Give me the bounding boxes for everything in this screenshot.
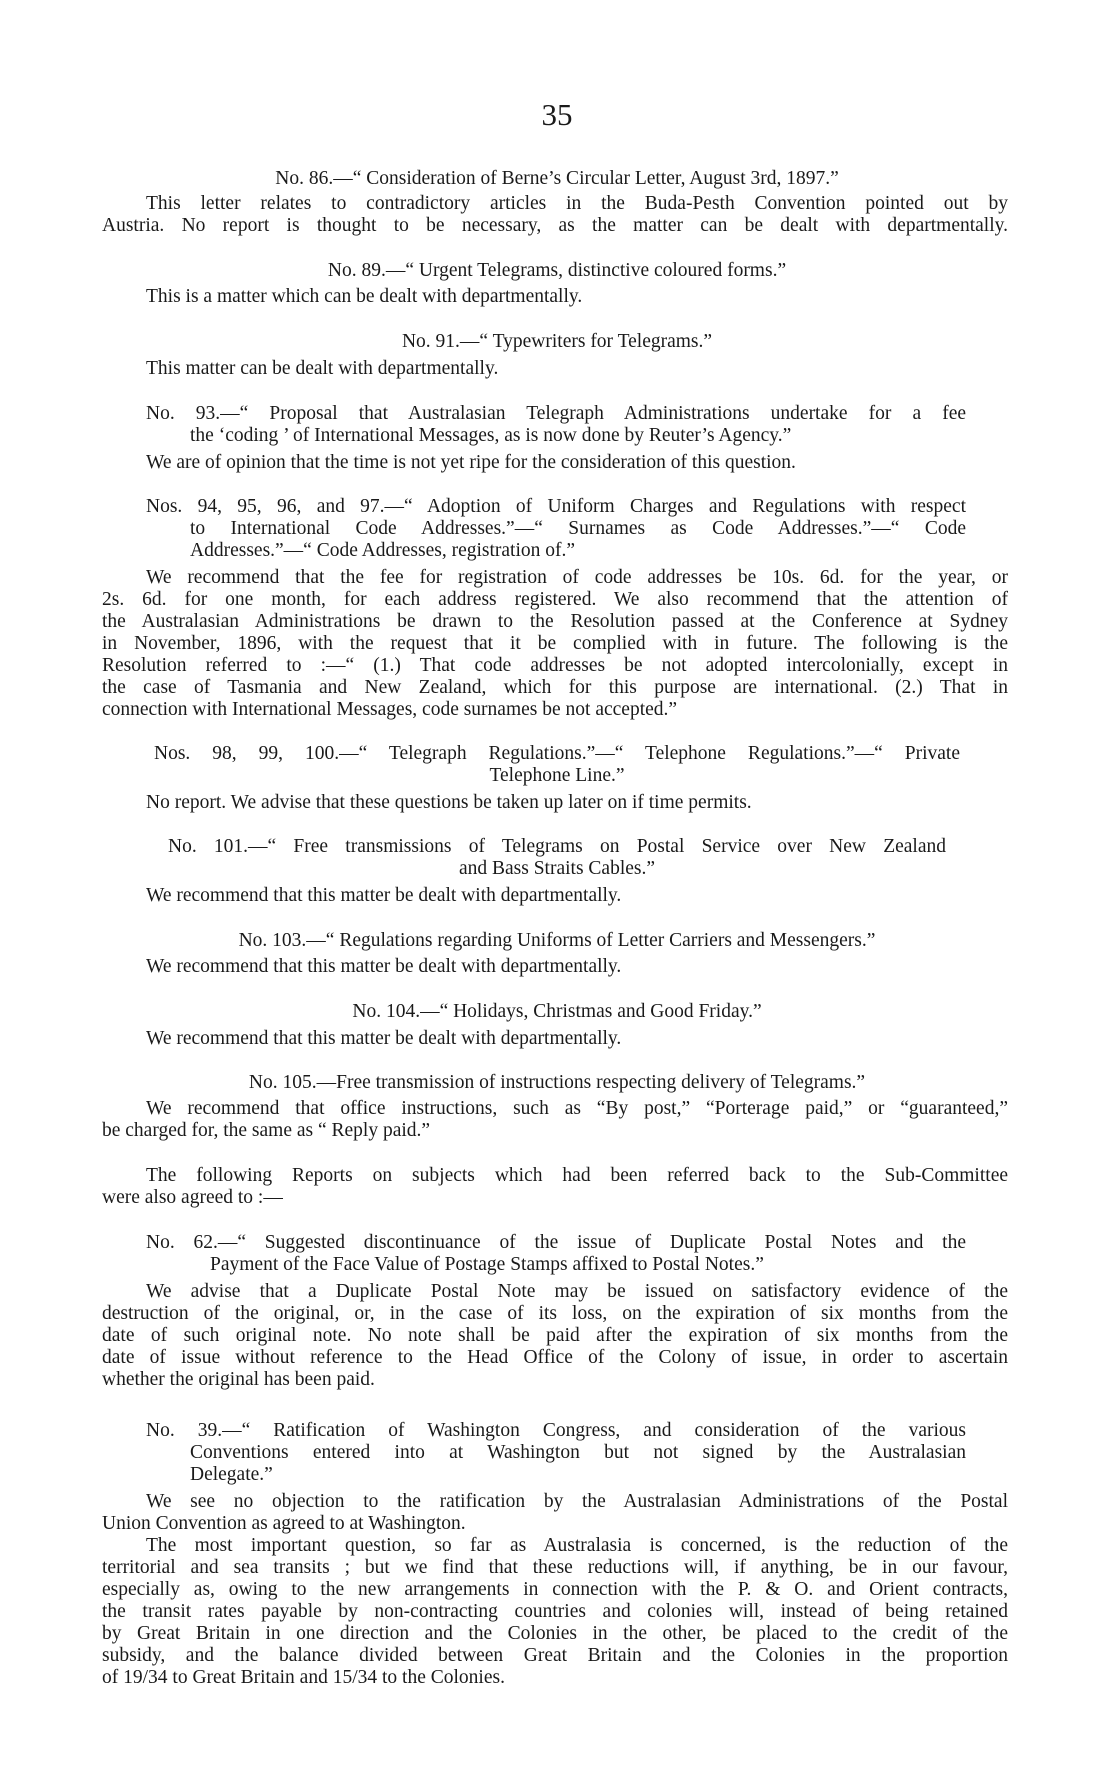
section-104-heading: No. 104.—“ Holidays, Christmas and Good Friday.” <box>352 1001 762 1022</box>
section-62-body-line: whether the original has been paid. <box>102 1369 375 1390</box>
section-91-body-line: This matter can be dealt with departmentally. <box>146 358 499 379</box>
section-103-heading: No. 103.—“ Regulations regarding Uniforms of Letter Carriers and Messengers.” <box>238 930 876 951</box>
section-89-heading: No. 89.—“ Urgent Telegrams, distinctive coloured forms.” <box>327 260 787 281</box>
section-39-body-line: the transit rates payable by non-contracting countries and colonies will, instead of being retained <box>102 1601 1008 1622</box>
section-98-heading: Telephone Line.” <box>489 765 625 786</box>
section-39-body-line: territorial and sea transits ; but we find that these reductions will, if anything, be in our favour, <box>102 1557 1008 1578</box>
section-103-body-line: We recommend that this matter be dealt with departmentally. <box>146 956 622 977</box>
section-93-heading: No. 93.—“ Proposal that Australasian Telegraph Administrations undertake for a fee <box>146 403 966 424</box>
section-62-body-line: destruction of the original, or, in the case of its loss, on the expiration of six months from the <box>102 1303 1008 1324</box>
section-101-heading: No. 101.—“ Free transmissions of Telegrams on Postal Service over New Zealand <box>168 836 946 857</box>
section-94-body-line: 2s. 6d. for one month, for each address registered. We also recommend that the attention of <box>102 589 1008 610</box>
section-39-body-line: especially as, owing to the new arrangements in connection with the P. & O. and Orient contracts, <box>102 1579 1008 1600</box>
section-98-heading: Nos. 98, 99, 100.—“ Telegraph Regulations.”—“ Telephone Regulations.”—“ Private <box>154 743 960 764</box>
section-39-body-line: of 19/34 to Great Britain and 15/34 to the Colonies. <box>102 1667 505 1688</box>
section-62-heading: Payment of the Face Value of Postage Stamps affixed to Postal Notes.” <box>210 1254 764 1275</box>
section-86-heading: No. 86.—“ Consideration of Berne’s Circular Letter, August 3rd, 1897.” <box>275 168 839 189</box>
section-105-heading: No. 105.—Free transmission of instructions respecting delivery of Telegrams.” <box>248 1072 866 1093</box>
section-39-body-line: We see no objection to the ratification by the Australasian Administrations of the Postal <box>146 1491 1008 1512</box>
section-94-heading: Addresses.”—“ Code Addresses, registration of.” <box>190 540 576 561</box>
section-39-body-line: subsidy, and the balance divided between Great Britain and the Colonies in the proportion <box>102 1645 1008 1666</box>
section-101-heading: and Bass Straits Cables.” <box>458 858 656 879</box>
section-91-heading: No. 91.—“ Typewriters for Telegrams.” <box>401 331 713 352</box>
section-94-body-line: Resolution referred to :—“ (1.) That code addresses be not adopted intercolonially, except in <box>102 655 1008 676</box>
reports-intro-line: The following Reports on subjects which had been referred back to the Sub-Committee <box>146 1165 1008 1186</box>
section-94-body-line: connection with International Messages, code surnames be not accepted.” <box>102 699 678 720</box>
section-62-heading: No. 62.—“ Suggested discontinuance of the issue of Duplicate Postal Notes and the <box>146 1232 966 1253</box>
section-93-body-line: We are of opinion that the time is not yet ripe for the consideration of this question. <box>146 452 796 473</box>
section-104-body-line: We recommend that this matter be dealt with departmentally. <box>146 1028 622 1049</box>
section-39-heading: No. 39.—“ Ratification of Washington Congress, and consideration of the various <box>146 1420 966 1441</box>
section-86-body-line: This letter relates to contradictory articles in the Buda-Pesth Convention pointed out by <box>146 193 1008 214</box>
section-39-body-line: Union Convention as agreed to at Washington. <box>102 1513 466 1534</box>
section-39-body-line: The most important question, so far as Australasia is concerned, is the reduction of the <box>146 1535 1008 1556</box>
reports-intro-line: were also agreed to :— <box>102 1187 283 1208</box>
section-39-body-line: by Great Britain in one direction and the Colonies in the other, be placed to the credit of the <box>102 1623 1008 1644</box>
page-number: 35 <box>541 97 573 132</box>
section-93-heading: the ‘coding ’ of International Messages, as is now done by Reuter’s Agency.” <box>190 425 792 446</box>
section-62-body-line: We advise that a Duplicate Postal Note may be issued on satisfactory evidence of the <box>146 1281 1008 1302</box>
section-94-heading: to International Code Addresses.”—“ Surnames as Code Addresses.”—“ Code <box>190 518 966 539</box>
section-94-body-line: We recommend that the fee for registration of code addresses be 10s. 6d. for the year, or <box>146 567 1008 588</box>
section-62-body-line: date of issue without reference to the Head Office of the Colony of issue, in order to ascertain <box>102 1347 1008 1368</box>
section-105-body-line: We recommend that office instructions, such as “By post,” “Porterage paid,” or “guaranteed,” <box>146 1098 1008 1119</box>
section-94-heading: Nos. 94, 95, 96, and 97.—“ Adoption of Uniform Charges and Regulations with respect <box>146 496 966 517</box>
section-89-body-line: This is a matter which can be dealt with departmentally. <box>146 286 583 307</box>
section-94-body-line: the case of Tasmania and New Zealand, which for this purpose are international. (2.) That in <box>102 677 1008 698</box>
section-62-body-line: date of such original note. No note shall be paid after the expiration of six months from the <box>102 1325 1008 1346</box>
section-101-body-line: We recommend that this matter be dealt with departmentally. <box>146 885 622 906</box>
section-86-body-line: Austria. No report is thought to be necessary, as the matter can be dealt with departmentally. <box>102 215 1008 236</box>
section-39-heading: Conventions entered into at Washington but not signed by the Australasian <box>190 1442 966 1463</box>
section-94-body-line: in November, 1896, with the request that it be complied with in future. The following is the <box>102 633 1008 654</box>
section-94-body-line: the Australasian Administrations be drawn to the Resolution passed at the Conference at Sydney <box>102 611 1008 632</box>
section-39-heading: Delegate.” <box>190 1464 273 1485</box>
section-105-body-line: be charged for, the same as “ Reply paid.” <box>102 1120 431 1141</box>
section-98-body-line: No report. We advise that these questions be taken up later on if time permits. <box>146 792 752 813</box>
